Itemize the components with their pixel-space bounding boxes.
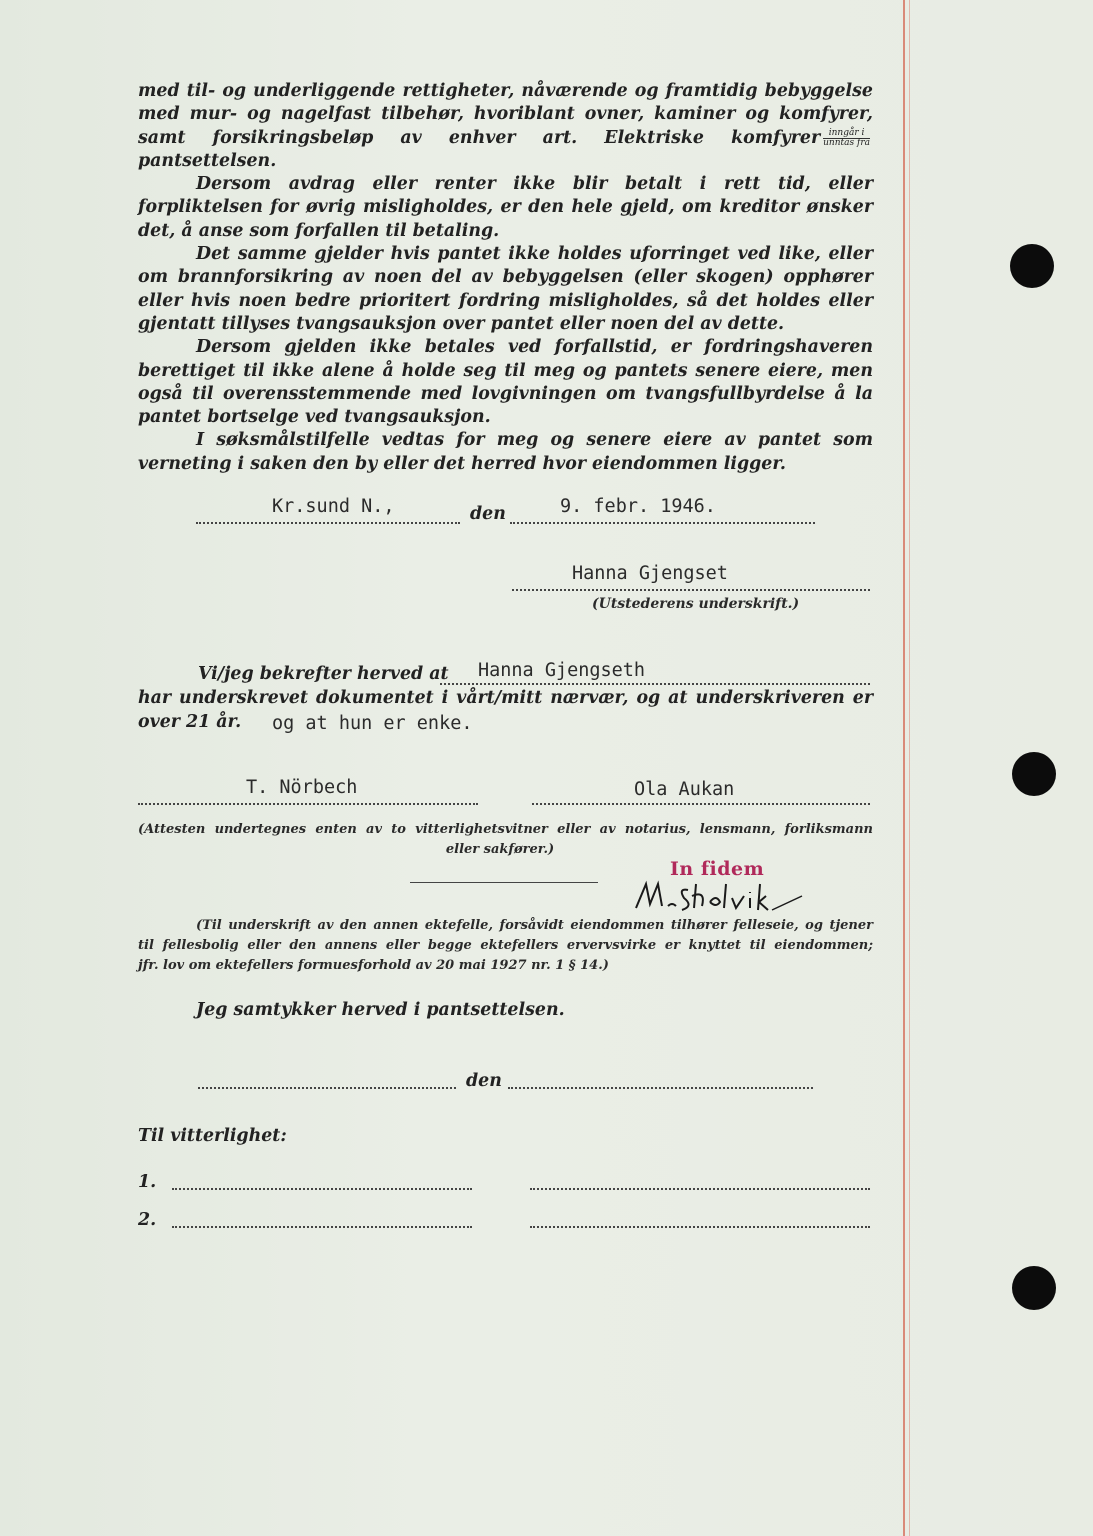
paragraph-1: med til- og underliggende rettigheter, nåværende og framtidig bebyggelse med mur- og nagelfast tilbehør, hvoriblant ovner, kaminer og komfyrer, samt forsikringsbeløp av enhver art. Elektriske komfyrer $\frac{\text{inngår i}}{\text{unntas fra}}$ pantsettelsen. (138, 81, 873, 171)
witness-row-1-left-line (172, 1184, 472, 1190)
witness-row-1-label: 1. (138, 1172, 157, 1192)
paragraph-4: Dersom gjelden ikke betales ved forfallstid, er fordringshaveren berettiget til ikke alene å holde seg til meg og pantets senere eiere, men også til overensstemmende med lovgivningen om tvangsfullbyrdelse å la pantet bortselge ved tvangsauksjon. (138, 337, 873, 428)
attest-typed-addition: og at hun er enke. (272, 713, 473, 734)
handwritten-signature (632, 876, 812, 920)
spouse-consent: Jeg samtykker herved i pantsettelsen. (196, 1000, 565, 1020)
issuer-caption: (Utstederens underskrift.) (592, 596, 800, 612)
attest-typed-name: Hanna Gjengseth (478, 660, 646, 681)
date-dotted-line (510, 518, 815, 524)
place-value: Kr.sund N., (272, 496, 395, 517)
paragraph-3: Det samme gjelder hvis pantet ikke holdes uforringet ved like, eller om brannforsikring av noen del av bebyggelsen (eller skogen) opphører eller hvis noen bedre prioritert fordring misligholdes, så det holdes eller gjentatt tillyses tvangsauksjon over pantet eller noen del av dette. (138, 244, 873, 334)
witness-right-dotted-line (532, 799, 870, 805)
margin-rule (903, 0, 905, 1536)
attest-line-2: har underskrevet dokumentet i vårt/mitt nærvær, og at underskriveren er (138, 688, 873, 708)
spouse-note-line-2: til fellesbolig eller den annens eller begge ektefellers ervervsvirke er knyttet til eiendommen; (138, 938, 873, 953)
punch-hole-middle (1012, 752, 1056, 796)
witness-right-signature: Ola Aukan (634, 779, 735, 800)
witness-left-signature: T. Nörbech (246, 777, 358, 798)
witness-row-1-right-line (530, 1184, 870, 1190)
issuer-signature: Hanna Gjengset (572, 563, 728, 584)
punch-hole-top (1010, 244, 1054, 288)
witness-left-dotted-line (138, 799, 478, 805)
fraction-choice: $\frac{\text{inngår i}}{\text{unntas fra}}$ (823, 127, 870, 148)
spouse-date-dotted-line (508, 1083, 813, 1089)
punch-hole-bottom (1012, 1266, 1056, 1310)
attest-label: Vi/jeg bekrefter herved at (198, 664, 449, 684)
in-fidem-stamp: In fidem (670, 858, 765, 880)
date-label: den (470, 504, 506, 524)
issuer-dotted-line (512, 585, 870, 591)
witness-section-label: Til vitterlighet: (138, 1126, 287, 1146)
witness-caption-line-1: (Attesten undertegnes enten av to vitterlighetsvitner eller av notarius, lensmann, forliksmann (138, 822, 873, 837)
margin-rule-secondary (909, 0, 910, 1536)
attest-line-3: over 21 år. (138, 712, 242, 732)
spouse-place-dotted-line (198, 1083, 456, 1089)
body-text (138, 80, 873, 476)
witness-row-2-right-line (530, 1222, 870, 1228)
witness-row-2-left-line (172, 1222, 472, 1228)
spouse-note-line-3: jfr. lov om ektefellers formuesforhold av 20 mai 1927 nr. 1 § 14.) (138, 958, 609, 973)
spouse-date-label: den (466, 1071, 502, 1091)
place-dotted-line (196, 518, 460, 524)
date-value: 9. febr. 1946. (560, 496, 716, 517)
witness-caption-line-2: eller sakfører.) (445, 842, 555, 857)
paragraph-5: I søksmålstilfelle vedtas for meg og senere eiere av pantet som verneting i saken den by eller det herred hvor eiendommen ligger. (138, 430, 873, 474)
spouse-note-line-1: (Til underskrift av den annen ektefelle, forsåvidt eiendommen tilhører felleseie, og tjener (196, 918, 873, 933)
paragraph-2: Dersom avdrag eller renter ikke blir betalt i rett tid, eller forpliktelsen for øvrig misligholdes, er den hele gjeld, om kreditor ønsker det, å anse som forfallen til betaling. (138, 174, 873, 241)
witness-row-2-label: 2. (138, 1210, 157, 1230)
spouse-signature-line (410, 882, 598, 883)
